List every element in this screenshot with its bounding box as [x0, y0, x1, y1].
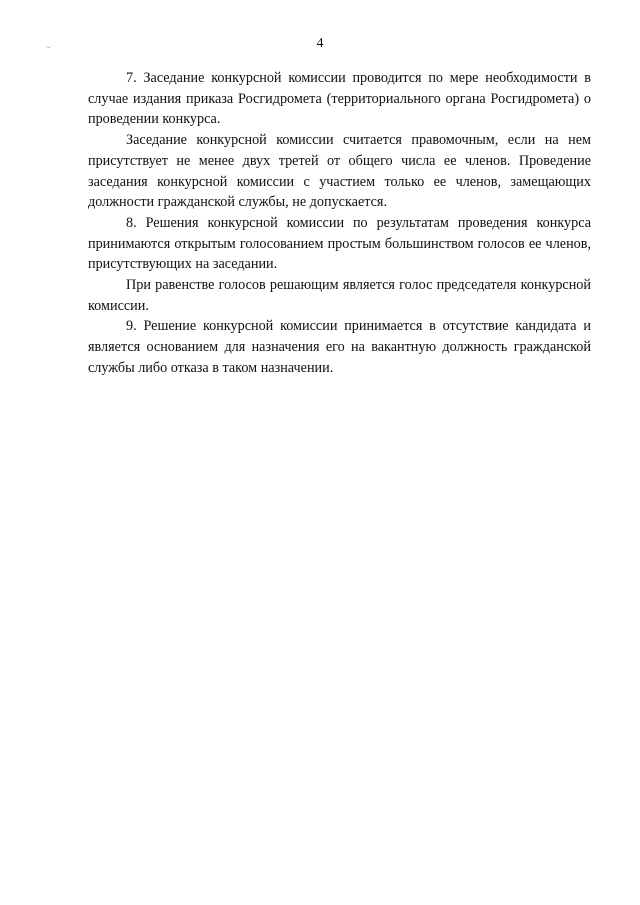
paragraph-item-8: 8. Решения конкурсной комиссии по результатам проведения конкурса принимаются открытым голосованием простым большинством голосов ее членов, присутствующих на заседании. [88, 214, 591, 273]
document-body [88, 68, 591, 379]
paragraph-item-9: 9. Решение конкурсной комиссии принимается в отсутствие кандидата и является основанием для назначения его на вакантную должность гражданской службы либо отказа в таком назначении. [88, 318, 591, 376]
page-number: 4 [316, 36, 324, 51]
paragraph-quorum: Заседание конкурсной комиссии считается правомочным, если на нем присутствует не менее двух третей от общего числа ее членов. Проведение заседания конкурсной комиссии с участием только ее членов, замещающих должности гражданской службы, не допускается. [88, 132, 591, 211]
paragraph-item-7: 7. Заседание конкурсной комиссии проводится по мере необходимости в случае издания приказа Росгидромета (территориального органа Росгидромета) о проведении конкурса. [88, 70, 591, 128]
paragraph-tie-vote: При равенстве голосов решающим является голос председателя конкурсной комиссии. [88, 277, 591, 314]
